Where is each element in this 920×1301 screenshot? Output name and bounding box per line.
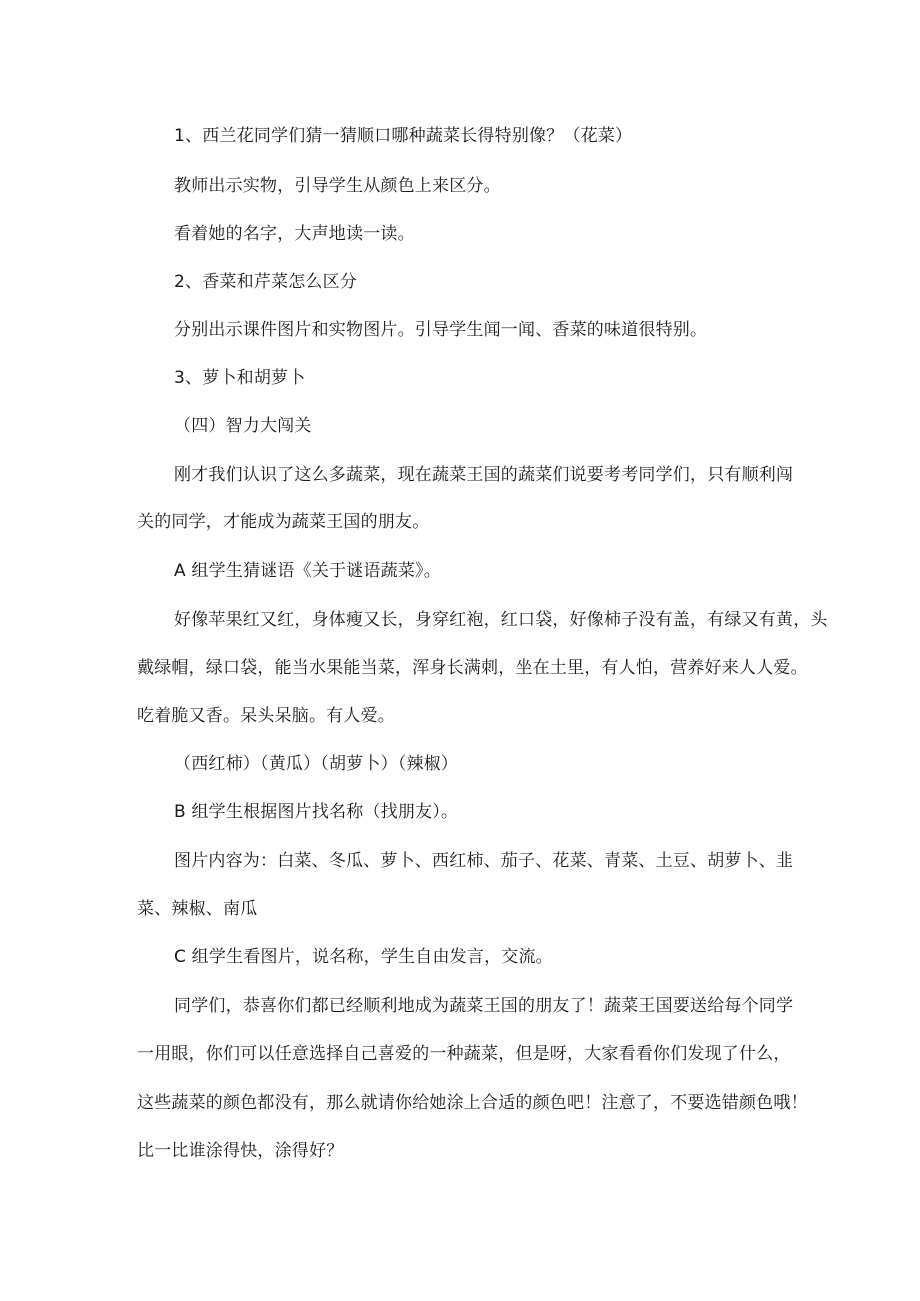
- line-17: 菜、辣椒、南瓜: [137, 899, 258, 919]
- line-11: 好像苹果红又红，身体瘦又长，身穿红袍，红口袋，好像柿子没有盖，有绿又有黄，头: [174, 610, 828, 630]
- line-10: A 组学生猜谜语《关于谜语蔬菜》。: [174, 561, 441, 581]
- line-20: 一用眼，你们可以任意选择自己喜爱的一种蔬菜，但是呀，大家看看你们发现了什么，: [137, 1044, 791, 1064]
- line-5: 分别出示课件图片和实物图片。引导学生闻一闻、香菜的味道很特别。: [174, 320, 708, 340]
- line-21: 这些蔬菜的颜色都没有，那么就请你给她涂上合适的颜色吧！注意了，不要选错颜色哦！: [137, 1093, 808, 1113]
- line-12: 戴绿帽，绿口袋，能当水果能当菜，浑身长满刺，坐在土里，有人怕，营养好来人人爱。: [137, 658, 808, 678]
- line-4: 2、香菜和芹菜怎么区分: [174, 272, 358, 292]
- line-3: 看着她的名字，大声地读一读。: [174, 224, 415, 244]
- line-13: 吃着脆又香。呆头呆脑。有人爱。: [137, 706, 395, 726]
- line-9: 关的同学，才能成为蔬菜王国的朋友。: [137, 512, 430, 532]
- line-6: 3、萝卜和胡萝卜: [174, 368, 306, 388]
- line-2: 教师出示实物，引导学生从颜色上来区分。: [174, 176, 501, 196]
- line-1: 1、西兰花同学们猜一猜顺口哪种蔬菜长得特别像？（花菜）: [174, 126, 633, 146]
- line-18: C 组学生看图片，说名称，学生自由发言，交流。: [174, 947, 553, 967]
- riddle-answers: （西红柿）（黄瓜）（胡萝卜）（辣椒）: [174, 754, 459, 774]
- line-15: B 组学生根据图片找名称（找朋友）。: [174, 802, 459, 822]
- line-16: 图片内容为：白菜、冬瓜、萝卜、西红柿、茄子、花菜、青菜、土豆、胡萝卜、韭: [174, 851, 794, 871]
- section-heading: （四）智力大闯关: [174, 416, 312, 436]
- line-19: 同学们，恭喜你们都已经顺利地成为蔬菜王国的朋友了！蔬菜王国要送给每个同学: [174, 996, 794, 1016]
- line-8: 刚才我们认识了这么多蔬菜，现在蔬菜王国的蔬菜们说要考考同学们，只有顺利闯: [174, 465, 794, 485]
- line-22: 比一比谁涂得快，涂得好？: [137, 1141, 344, 1161]
